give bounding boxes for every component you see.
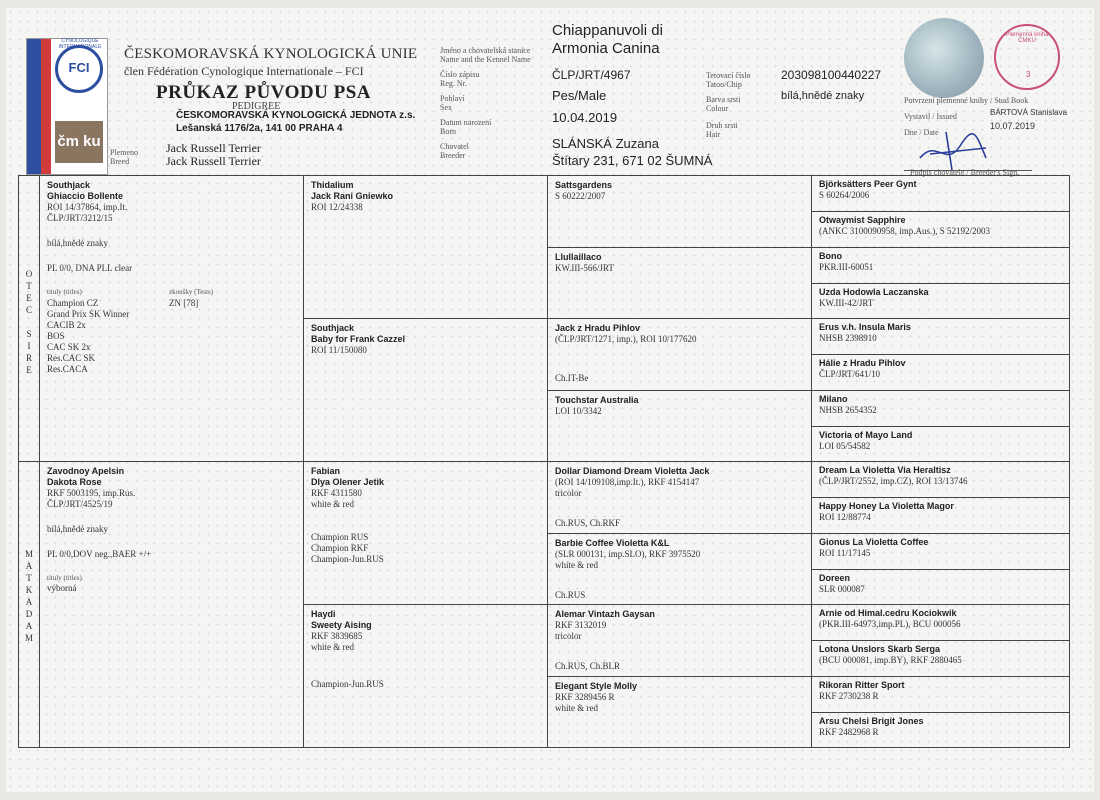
gen3-5-colour: tricolor	[555, 488, 582, 498]
sire-reg-2: ČLP/JRT/3212/15	[47, 213, 113, 223]
gen3-8-name: Elegant Style Molly	[555, 681, 638, 691]
sire-title-7: Res.CACA	[47, 364, 88, 374]
divider-gen3-b	[547, 390, 1069, 391]
gen3-8-colour: white & red	[555, 703, 598, 713]
fci-cmku-logo	[26, 38, 108, 175]
gen2-cell-4	[311, 609, 541, 690]
sire-test-1: ZN [78]	[169, 298, 199, 308]
gen4-10-name: Happy Honey La Violetta Magor	[819, 501, 954, 511]
side-label-dam: M A T K A D A M	[24, 549, 33, 643]
gen3-cell-8	[555, 681, 807, 714]
sire-title-2: Grand Prix SK Winner	[47, 309, 130, 319]
gen2-3-title-1: Champion RUS	[311, 532, 369, 542]
gen4-cell-1	[819, 179, 1067, 201]
gen4-11-reg: ROI 11/17145	[819, 548, 871, 558]
sire-colour: bílá,hnědé znaky	[47, 238, 108, 248]
gen3-7-reg: RKF 3132019	[555, 620, 607, 630]
breed-line-1: Jack Russell Terrier	[166, 141, 261, 155]
gen4-3-name: Bono	[819, 251, 842, 261]
gen4-7-reg: NHSB 2654352	[819, 405, 877, 415]
divider-sire-dam	[19, 461, 1069, 462]
pedigree-sheet	[6, 8, 1094, 792]
label-breeder: Chovatel Breeder	[440, 142, 469, 160]
dog-name-line-1: Chiappanuvoli di	[552, 22, 663, 39]
sire-health: PL 0/0, DNA PLL clear	[47, 263, 133, 273]
fci-emblem-text: FCI	[68, 60, 90, 75]
gen2-4-name-2: Sweety Aising	[311, 620, 372, 630]
gen4-2-reg: (ANKC 3100090958, imp.Aus.), S 52192/2003	[819, 226, 991, 236]
label-sex: Pohlaví Sex	[440, 94, 465, 112]
gen4-16-name: Arsu Chelsi Brigit Jones	[819, 716, 924, 726]
gen4-7-name: Milano	[819, 394, 848, 404]
sire-name-2: Ghiaccio Bollente	[47, 191, 124, 201]
gen4-15-reg: RKF 2730238 R	[819, 691, 879, 701]
gen4-8-reg: LOI 05/54582	[819, 441, 871, 451]
gen4-cell-14	[819, 644, 1067, 666]
dam-name-2: Dakota Rose	[47, 477, 102, 487]
issued-date: 10.07.2019	[990, 121, 1036, 131]
divider-gen4-8	[811, 712, 1069, 713]
gen2-4-name-1: Haydi	[311, 609, 336, 619]
dog-born: 10.04.2019	[552, 110, 618, 125]
gen3-7-titles: Ch.RUS, Ch.BLR	[555, 661, 621, 671]
dog-sex: Pes/Male	[552, 88, 607, 103]
gen4-cell-3	[819, 251, 1067, 273]
divider-gen4-1	[811, 211, 1069, 212]
gen2-3-name-2: Dlya Olener Jetik	[311, 477, 385, 487]
gen4-10-reg: ROI 12/88774	[819, 512, 871, 522]
gen3-cell-6	[555, 538, 807, 602]
issued-label: Vystavil / Issued	[904, 112, 957, 121]
gen3-4-reg: LOI 10/3342	[555, 406, 602, 416]
gen4-cell-13	[819, 608, 1067, 630]
gen4-6-name: Hálie z Hradu Pihlov	[819, 358, 906, 368]
breeder-address: Štítary 231, 671 02 ŠUMNÁ	[552, 153, 713, 168]
gen3-7-name: Alemar Vintazh Gaysan	[555, 609, 655, 619]
gen2-cell-1	[311, 180, 541, 213]
gen4-1-reg: S 60264/2006	[819, 190, 870, 200]
field-labels-right	[706, 71, 776, 145]
gen4-3-reg: PKR.III-60051	[819, 262, 874, 272]
label-hair: Druh srsti Hair	[706, 121, 738, 139]
gen2-4-title-1: Champion-Jun.RUS	[311, 679, 384, 689]
gen3-cell-1	[555, 180, 807, 202]
breed-label-cz: Plemeno	[110, 148, 138, 157]
dam-name-1: Zavodnoy Apelsin	[47, 466, 125, 476]
stamp-text: Plemenná kniha ČMKU	[1005, 32, 1049, 44]
dog-colour: bílá,hnědé znaky	[781, 90, 865, 102]
gen4-4-reg: KW.III-42/JRT	[819, 298, 874, 308]
dam-reg-1: RKF 5003195, imp.Rus.	[47, 488, 136, 498]
stamp-number: 3	[1026, 70, 1031, 79]
divider-gen3-c	[547, 533, 1069, 534]
gen4-cell-2	[819, 215, 1067, 237]
gen4-cell-16	[819, 716, 1067, 738]
breeder-stamp	[994, 24, 1060, 90]
gen3-4-name: Touchstar Australia	[555, 395, 639, 405]
gen3-6-colour: white & red	[555, 560, 598, 570]
gen2-cell-2	[311, 323, 541, 356]
gen4-cell-9	[819, 465, 1067, 487]
gen2-3-title-2: Champion RKF	[311, 543, 369, 553]
label-colour: Barva srsti Colour	[706, 95, 741, 113]
gen3-6-reg: (SLR 000131, imp.SLO), RKF 3975520	[555, 549, 701, 559]
gen3-5-name: Dollar Diamond Dream Violetta Jack	[555, 466, 710, 476]
gen4-12-reg: SLR 000087	[819, 584, 865, 594]
document-title: PRŮKAZ PŮVODU PSA	[156, 82, 372, 103]
label-chip: Tetovací číslo Tatoo/Chip	[706, 71, 751, 89]
fci-emblem	[55, 38, 103, 93]
gen2-1-reg: ROI 12/24338	[311, 202, 363, 212]
gen2-1-name-2: Jack Rani Gniewko	[311, 191, 394, 201]
gen2-2-name-2: Baby for Frank Cazzel	[311, 334, 406, 344]
flag-stripe-blue	[27, 39, 41, 174]
gen4-13-reg: (PKR.III-64973,imp.PL), BCU 000056	[819, 619, 961, 629]
gen4-8-name: Victoria of Mayo Land	[819, 430, 913, 440]
gen4-14-reg: (BCU 000081, imp.BY), RKF 2880465	[819, 655, 962, 665]
gen3-3-titles: Ch.IT-Be	[555, 373, 589, 383]
sire-title-4: BOS	[47, 331, 65, 341]
issuer-name: ČESKOMORAVSKÁ KYNOLOGICKÁ UNIE	[124, 46, 418, 62]
gen2-4-reg: RKF 3839685	[311, 631, 363, 641]
dam-cell	[47, 466, 297, 594]
sire-reg-1: ROI 14/37864, imp.It.	[47, 202, 128, 212]
signature-scribble	[916, 128, 996, 172]
gen2-3-reg: RKF 4311580	[311, 488, 362, 498]
gen4-9-reg: (ČLP/JRT/2552, imp.CZ), ROI 13/13746	[819, 476, 968, 486]
gen3-5-titles: Ch.RUS, Ch.RKF	[555, 518, 621, 528]
gen3-1-reg: S 60222/2007	[555, 191, 606, 201]
club-address: Lešanská 1176/2a, 141 00 PRAHA 4	[176, 123, 343, 134]
gen4-16-reg: RKF 2482968 R	[819, 727, 879, 737]
sire-titles-label: tituly (titles)	[47, 288, 82, 296]
divider-gen4-5	[811, 497, 1069, 498]
gen4-6-reg: ČLP/JRT/641/10	[819, 369, 880, 379]
signature-label: Podpis chovatele / Breeder's Sign.	[910, 168, 1020, 177]
gen3-1-name: Sattsgardens	[555, 180, 613, 190]
issuer-member: člen Fédération Cynologique Internationale – FCI	[124, 64, 364, 78]
gen2-3-name-1: Fabian	[311, 466, 341, 476]
breed-value	[166, 142, 261, 168]
sire-title-5: CAC SK 2x	[47, 342, 91, 352]
gen4-9-name: Dream La Violetta Via Heraltisz	[819, 465, 951, 475]
breeder-name: SLÁNSKÁ Zuzana	[552, 136, 659, 151]
gen4-cell-10	[819, 501, 1067, 523]
gen2-3-title-3: Champion-Jun.RUS	[311, 554, 384, 564]
gen2-1-name-1: Thidalium	[311, 180, 354, 190]
gen4-cell-7	[819, 394, 1067, 416]
gen3-2-reg: KW.III-566/JRT	[555, 263, 614, 273]
divider-gen2-3	[303, 604, 1069, 605]
gen4-cell-15	[819, 680, 1067, 702]
date-label: Dne / Date	[904, 128, 939, 137]
sire-tests-label: zkoušky (Tests)	[169, 288, 214, 296]
gen3-8-reg: RKF 3289456 R	[555, 692, 615, 702]
gen4-5-name: Erus v.h. Insula Maris	[819, 322, 911, 332]
gen4-4-name: Uzda Hodowla Laczanska	[819, 287, 929, 297]
gen4-11-name: Gionus La Violetta Coffee	[819, 537, 929, 547]
label-born: Datum narození Born	[440, 118, 492, 136]
gen2-2-reg: ROI 11/150080	[311, 345, 367, 355]
gen4-5-reg: NHSB 2398910	[819, 333, 877, 343]
side-label-sire: O T E C S I R E	[25, 269, 33, 375]
sire-title-6: Res.CAC SK	[47, 353, 96, 363]
dog-reg-number: ČLP/JRT/4967	[552, 68, 631, 82]
gen3-3-name: Jack z Hradu Pihlov	[555, 323, 641, 333]
gen4-1-name: Björksätters Peer Gynt	[819, 179, 917, 189]
label-kennel: Jméno a chovatelská stanice Name and the Kennel Name	[440, 46, 531, 64]
divider-gen3-d	[547, 676, 1069, 677]
dog-name-line-2: Armonia Canina	[552, 40, 660, 57]
gen4-cell-8	[819, 430, 1067, 452]
dam-colour: bílá,hnědé znaky	[47, 524, 108, 534]
sire-name-1: Southjack	[47, 180, 91, 190]
gen3-cell-7	[555, 609, 807, 673]
gen4-2-name: Otwaymist Sapphire	[819, 215, 906, 225]
divider-gen4-4	[811, 426, 1069, 427]
gen2-3-colour: white & red	[311, 499, 354, 509]
gen4-13-name: Arnie od Himal.cedru Kociokwik	[819, 608, 957, 618]
gen4-cell-5	[819, 322, 1067, 344]
label-reg: Číslo zápisu Reg. Nr.	[440, 70, 480, 88]
breed-line-2: Jack Russell Terrier	[166, 154, 261, 168]
gen3-6-titles: Ch.RUS	[555, 590, 586, 600]
dam-titles-label: tituly (titles)	[47, 574, 82, 582]
breed-label	[110, 148, 138, 166]
dam-health: PL 0/0,DOV neg.,BAER +/+	[47, 549, 152, 559]
gen4-cell-11	[819, 537, 1067, 559]
sire-title-1: Champion CZ	[47, 298, 99, 308]
gen3-6-name: Barbie Coffee Violetta K&L	[555, 538, 670, 548]
flag-stripe-red	[41, 39, 51, 174]
studbook-label: Potvrzení plemenné knihy / Stud Book	[904, 96, 1029, 105]
document-subtitle: PEDIGREE	[232, 101, 281, 112]
breed-label-en: Breed	[110, 157, 130, 166]
gen3-7-colour: tricolor	[555, 631, 582, 641]
club-name: ČESKOMORAVSKÁ KYNOLOGICKÁ JEDNOTA z.s.	[176, 110, 416, 121]
divider-gen4-7	[811, 640, 1069, 641]
gen3-cell-2	[555, 252, 807, 274]
divider-gen2-1	[303, 318, 1069, 319]
gen4-cell-6	[819, 358, 1067, 380]
dog-name	[552, 22, 663, 58]
fci-emblem-ring-text: CYNOLOGIQUE INTERNATIONALE	[58, 38, 102, 50]
gen3-cell-4	[555, 395, 807, 417]
sire-cell	[47, 180, 297, 375]
gen4-cell-12	[819, 573, 1067, 595]
gen3-cell-5	[555, 466, 807, 530]
field-labels	[440, 46, 550, 166]
gen3-3-reg: (ČLP/JRT/1271, imp.), ROI 10/177620	[555, 334, 697, 344]
hologram-seal	[904, 18, 984, 98]
divider-gen4-6	[811, 569, 1069, 570]
gen2-4-colour: white & red	[311, 642, 354, 652]
gen3-cell-3	[555, 323, 807, 387]
dog-chip: 203098100440227	[781, 68, 882, 82]
divider-gen4-2	[811, 283, 1069, 284]
gen4-14-name: Lotona Unslors Skarb Serga	[819, 644, 941, 654]
cmku-emblem: čm ku	[55, 121, 103, 163]
gen4-15-name: Rikoran Ritter Sport	[819, 680, 905, 690]
gen2-cell-3	[311, 466, 541, 565]
gen3-2-name: Llullaillaco	[555, 252, 602, 262]
dam-reg-2: ČLP/JRT/4525/19	[47, 499, 113, 509]
issued-by: BÁRTOVÁ Stanislava	[990, 108, 1068, 117]
gen4-12-name: Doreen	[819, 573, 851, 583]
divider-gen4-3	[811, 354, 1069, 355]
gen3-5-reg: (ROI 14/109108,imp.It.), RKF 4154147	[555, 477, 700, 487]
gen4-cell-4	[819, 287, 1067, 309]
sire-title-3: CACIB 2x	[47, 320, 86, 330]
divider-gen3-a	[547, 247, 1069, 248]
dam-title-1: výborná	[47, 583, 77, 593]
gen2-2-name-1: Southjack	[311, 323, 355, 333]
pedigree-grid	[18, 175, 1070, 748]
